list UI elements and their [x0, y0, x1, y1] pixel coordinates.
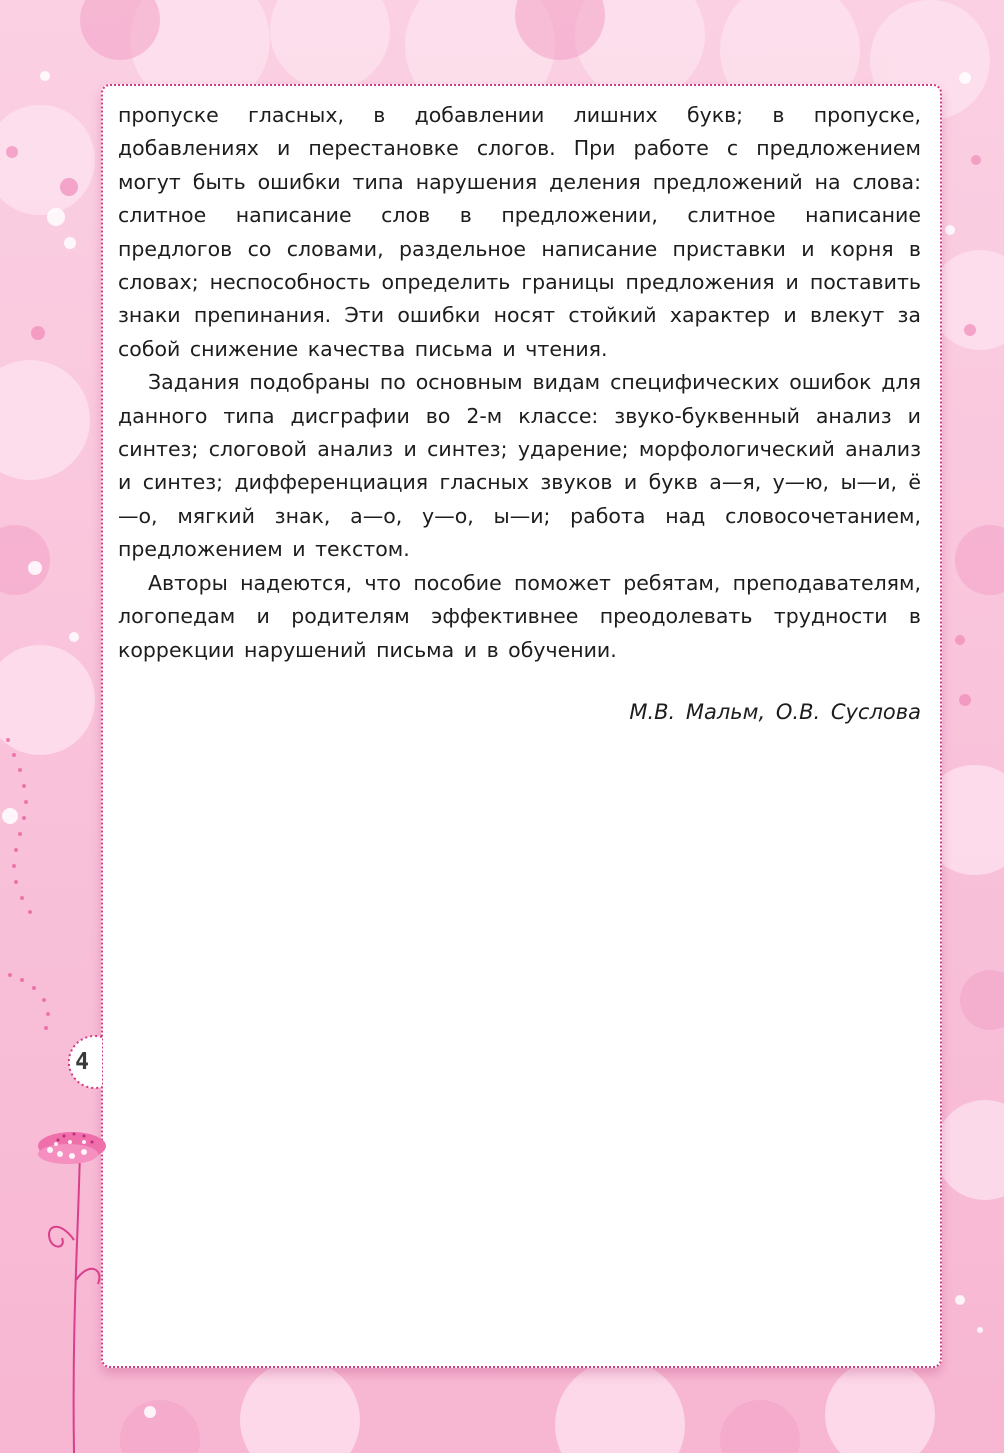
page-text	[118, 99, 921, 729]
page-number: 4	[75, 1049, 89, 1075]
page-number-badge	[58, 1033, 110, 1091]
authors-signature: М.В. Мальм, О.В. Суслова	[629, 699, 921, 724]
paragraph-1: пропуске гласных, в добавлении лишних букв; в пропуске, добавлениях и перестановке слогов. При работе с предложением могут быть ошибки типа нарушения деления предложений на слова: слитное написание слов в предложении, слитное написание предлогов со словами, раздельное написание приставки и корня в словах; неспособность определить границы предложения и поставить знаки препинания. Эти ошибки носят стойкий характер и влекут за собой снижение качества письма и чтения.	[118, 103, 921, 361]
paragraph-3: Авторы надеются, что пособие поможет ребятам, преподавателям, логопедам и родителям эффективнее преодолевать трудности в коррекции нарушений письма и в обучении.	[118, 570, 921, 662]
pink-flower-icon	[0, 1120, 110, 1453]
paragraph-2: Задания подобраны по основным видам специфических ошибок для данного типа дисграфии во 2-м классе: звуко-буквенный анализ и синтез; слоговой анализ и синтез; ударение; морфологический анализ и синтез; дифференциация гласных звуков и букв а—я, у—ю, ы—и, ё—о, мягкий знак, а—о, у—о, ы—и; работа над словосочетанием, предложением и текстом.	[118, 370, 921, 562]
